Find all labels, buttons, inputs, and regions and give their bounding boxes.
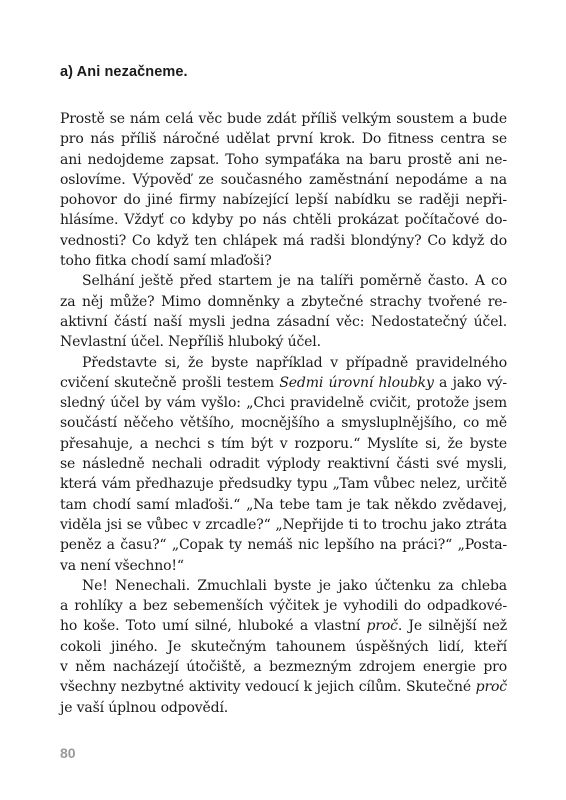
text-run: všechny nezbytné aktivity vedoucí k jejich cílům. Skutečné (60, 679, 476, 696)
text-line: aktivní částí naší mysli jedna zásadní věc: Nedostatečný účel. (60, 313, 507, 330)
text-line: v něm nacházejí útočiště, a bezmezným zdrojem energie pro (60, 659, 507, 676)
text-line: cokoli jiného. Je skutečným tahounem úspěšných lidí, kteří (60, 638, 507, 655)
text-line: za něj může? Mimo domněnky a zbytečné strachy tvořené re- (60, 293, 507, 310)
text-line: peněz a času?“ „Copak ty nemáš nic lepšího na práci?“ „Posta- (60, 537, 507, 554)
italic-term: proč (366, 618, 398, 635)
text-line: hlásíme. Vždyť co kdyby po nás chtěli prokázat počítačové do- (60, 212, 507, 229)
text-line (60, 677, 507, 697)
page-number: 80 (60, 745, 76, 761)
paragraph-1 (60, 109, 507, 271)
text-line: pohovor do jiné firmy nabízející lepší nabídku se raději nepři- (60, 192, 507, 209)
body-text (60, 109, 507, 718)
text-line: ani nedojdeme zapsat. Toho sympaťáka na baru prostě ani ne- (60, 151, 507, 168)
text-line: va není všechno!“ (60, 557, 184, 574)
italic-term: proč (475, 679, 507, 696)
text-line (60, 373, 507, 393)
text-line: sledný účel by vám vyšlo: „Chci pravidelně cvičit, protože jsem (60, 395, 507, 412)
text-run: ho koše. Toto umí silné, hluboké a vlastní (60, 618, 367, 635)
text-line: vednosti? Co když ten chlápek má radši blondýny? Co když do (60, 232, 507, 249)
text-line: pro nás příliš náročné udělat první krok. Do fitness centra se (60, 131, 507, 148)
text-line: Prostě se nám celá věc bude zdát příliš velkým soustem a bude (60, 111, 507, 127)
text-line: toho fitka chodí samí mlaďoši? (60, 253, 272, 270)
text-line: a rohlíky a bez sebemenších výčitek je vyhodili do odpadkové- (60, 598, 507, 615)
text-line: Selhání ještě před startem je na talíři poměrně často. A co (82, 273, 507, 290)
text-run: cvičení skutečně prošli testem (60, 374, 280, 391)
italic-term: Sedmi úrovní hloubky (279, 374, 434, 391)
text-line: součástí něčeho většího, mocnějšího a smysluplnějšího, co mě (60, 415, 507, 432)
paragraph-4 (60, 576, 507, 718)
text-line: se následně nechali odradit výplody reaktivní části své mysli, (60, 456, 507, 473)
text-line: která vám předhazuje předsudky typu „Tam vůbec nelez, určitě (60, 476, 507, 493)
text-line: přesahuje, a nechci s tím být v rozporu.“ Myslíte si, že byste (60, 435, 507, 452)
paragraph-2 (60, 271, 507, 352)
text-line: je vaší úplnou odpovědí. (60, 699, 229, 716)
text-run: a jako vý- (433, 374, 507, 391)
text-line: tam chodí samí mlaďoši.“ „Na tebe tam je tak někdo zvědavej, (60, 496, 507, 513)
section-heading: a) Ani nezačneme. (60, 64, 188, 80)
paragraph-3 (60, 353, 507, 576)
text-line: viděla jsi se vůbec v zrcadle?“ „Nepřijde ti to trochu jako ztráta (60, 516, 507, 533)
text-line (60, 616, 507, 636)
text-line: Představte si, že byste například v případně pravidelného (82, 354, 507, 371)
text-line: oslovíme. Výpověď ze současného zaměstnání nepodáme a na (60, 171, 507, 188)
text-line: Ne! Nenechali. Zmuchlali byste je jako účtenku za chleba (82, 577, 507, 594)
text-run: . Je silnější než (397, 618, 507, 635)
text-line: Nevlastní účel. Nepříliš hluboký účel. (60, 334, 321, 351)
